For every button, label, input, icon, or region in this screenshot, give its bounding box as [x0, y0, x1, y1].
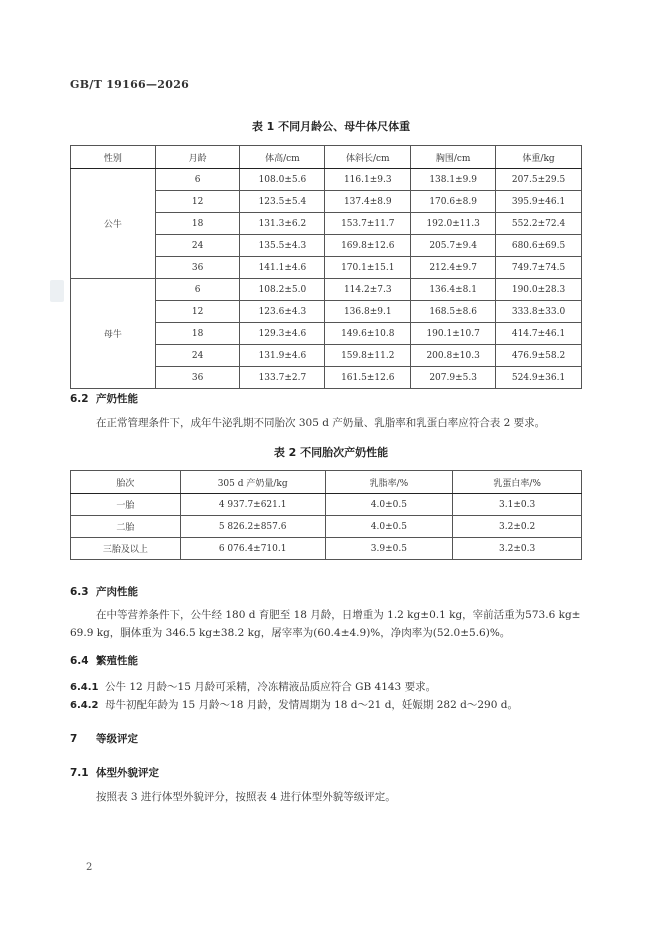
column-header: 体高/cm: [240, 146, 325, 169]
column-header: 性别: [71, 146, 156, 169]
sex-group-cell: 公牛: [71, 169, 156, 279]
sex-group-cell: 母牛: [71, 279, 156, 389]
table-cell: 552.2±72.4: [496, 213, 582, 235]
table-cell: 24: [155, 235, 240, 257]
table-cell: 159.8±11.2: [325, 345, 411, 367]
clause-6-4-2: [70, 695, 518, 716]
table-row: [71, 494, 582, 516]
table-cell: 333.8±33.0: [496, 301, 582, 323]
column-header: 体重/kg: [496, 146, 582, 169]
table-cell: 137.4±8.9: [325, 191, 411, 213]
table-cell: 749.7±74.5: [496, 257, 582, 279]
table-cell: 133.7±2.7: [240, 367, 325, 389]
table-cell: 6 076.4±710.1: [180, 538, 325, 560]
table-cell: 4.0±0.5: [325, 494, 453, 516]
column-header: 乳脂率/%: [325, 471, 453, 494]
table2: [70, 470, 582, 560]
section-6-3-line2: 69.9 kg，胴体重为 346.5 kg±38.2 kg，屠宰率为(60.4±4.9)%，净肉率为(52.0±5.6)%。: [70, 627, 511, 639]
section-number: 6.2: [70, 393, 89, 405]
section-title: 产肉性能: [96, 586, 138, 598]
table-cell: 192.0±11.3: [411, 213, 496, 235]
clause-text: 公牛 12 月龄～15 月龄可采精，冷冻精液品质应符合 GB 4143 要求。: [105, 681, 437, 693]
table1: [70, 145, 582, 389]
edge-marker: [50, 280, 64, 302]
table-cell: 116.1±9.3: [325, 169, 411, 191]
column-header: 体斜长/cm: [325, 146, 411, 169]
table-cell: 205.7±9.4: [411, 235, 496, 257]
table-cell: 136.8±9.1: [325, 301, 411, 323]
table-cell: 6: [155, 169, 240, 191]
table2-header-row: [71, 471, 582, 494]
table-cell: 200.8±10.3: [411, 345, 496, 367]
table-cell: 4 937.7±621.1: [180, 494, 325, 516]
table-cell: 680.6±69.5: [496, 235, 582, 257]
column-header: 305 d 产奶量/kg: [180, 471, 325, 494]
table-cell: 18: [155, 323, 240, 345]
table-cell: 131.9±4.6: [240, 345, 325, 367]
table-cell: 3.1±0.3: [453, 494, 582, 516]
table2-caption: 表 2 不同胎次产奶性能: [273, 446, 389, 459]
table-cell: 114.2±7.3: [325, 279, 411, 301]
section-6-3-heading: [70, 584, 138, 599]
table-row: [71, 279, 582, 301]
table-cell: 524.9±36.1: [496, 367, 582, 389]
table-cell: 3.2±0.3: [453, 538, 582, 560]
table-cell: 三胎及以上: [71, 538, 181, 560]
table-cell: 136.4±8.1: [411, 279, 496, 301]
table-cell: 212.4±9.7: [411, 257, 496, 279]
section-title: 体型外貌评定: [96, 767, 159, 779]
table-cell: 153.7±11.7: [325, 213, 411, 235]
column-header: 乳蛋白率/%: [453, 471, 582, 494]
column-header: 月龄: [155, 146, 240, 169]
table-row: [71, 538, 582, 560]
table-cell: 108.0±5.6: [240, 169, 325, 191]
table-cell: 24: [155, 345, 240, 367]
table-cell: 5 826.2±857.6: [180, 516, 325, 538]
table-cell: 36: [155, 367, 240, 389]
section-6-3-line1: 在中等营养条件下，公牛经 180 d 育肥至 18 月龄，日增重为 1.2 kg±0.1 kg，宰前活重为573.6 kg±: [96, 609, 581, 621]
column-header: 胸围/cm: [411, 146, 496, 169]
table-row: [71, 516, 582, 538]
table-cell: 一胎: [71, 494, 181, 516]
table-cell: 414.7±46.1: [496, 323, 582, 345]
section-7-1-body: 按照表 3 进行体型外貌评分，按照表 4 进行体型外貌等级评定。: [96, 791, 396, 803]
table-cell: 149.6±10.8: [325, 323, 411, 345]
table-cell: 190.0±28.3: [496, 279, 582, 301]
table-cell: 207.9±5.3: [411, 367, 496, 389]
section-number: 7.1: [70, 767, 89, 779]
table-cell: 190.1±10.7: [411, 323, 496, 345]
table-cell: 108.2±5.0: [240, 279, 325, 301]
column-header: 胎次: [71, 471, 181, 494]
clause-number: 6.4.2: [70, 700, 99, 711]
table-cell: 169.8±12.6: [325, 235, 411, 257]
section-6-2-body: 在正常管理条件下，成年牛泌乳期不同胎次 305 d 产奶量、乳脂率和乳蛋白率应符合表 2 要求。: [96, 417, 546, 429]
table-cell: 12: [155, 301, 240, 323]
table-cell: 129.3±4.6: [240, 323, 325, 345]
section-7-heading: [70, 731, 138, 746]
section-title: 繁殖性能: [96, 655, 138, 667]
table-cell: 207.5±29.5: [496, 169, 582, 191]
table-cell: 131.3±6.2: [240, 213, 325, 235]
table-cell: 476.9±58.2: [496, 345, 582, 367]
table-cell: 12: [155, 191, 240, 213]
table-cell: 3.2±0.2: [453, 516, 582, 538]
table-row: [71, 169, 582, 191]
section-title: 产奶性能: [96, 393, 138, 405]
section-6-4-heading: [70, 653, 138, 668]
table-cell: 4.0±0.5: [325, 516, 453, 538]
page-number: 2: [86, 862, 93, 873]
table-cell: 123.5±5.4: [240, 191, 325, 213]
table-cell: 二胎: [71, 516, 181, 538]
table-cell: 18: [155, 213, 240, 235]
clause-text: 母牛初配年龄为 15 月龄～18 月龄，发情周期为 18 d～21 d，妊娠期 282 d～290 d。: [105, 699, 518, 711]
table-cell: 3.9±0.5: [325, 538, 453, 560]
section-6-2-heading: [70, 391, 138, 406]
table-cell: 170.1±15.1: [325, 257, 411, 279]
table-cell: 6: [155, 279, 240, 301]
standard-code: GB/T 19166—2026: [70, 78, 190, 91]
table-cell: 123.6±4.3: [240, 301, 325, 323]
table-cell: 138.1±9.9: [411, 169, 496, 191]
table-cell: 395.9±46.1: [496, 191, 582, 213]
section-number: 7: [70, 733, 78, 745]
table1-header-row: [71, 146, 582, 169]
table1-caption: 表 1 不同月龄公、母牛体尺体重: [251, 120, 411, 133]
section-7-1-heading: [70, 765, 159, 780]
section-number: 6.3: [70, 586, 89, 598]
table-cell: 135.5±4.3: [240, 235, 325, 257]
table-cell: 170.6±8.9: [411, 191, 496, 213]
clause-number: 6.4.1: [70, 682, 99, 693]
table-cell: 161.5±12.6: [325, 367, 411, 389]
section-number: 6.4: [70, 655, 89, 667]
table-cell: 36: [155, 257, 240, 279]
table-cell: 168.5±8.6: [411, 301, 496, 323]
section-title: 等级评定: [96, 733, 138, 745]
table-cell: 141.1±4.6: [240, 257, 325, 279]
